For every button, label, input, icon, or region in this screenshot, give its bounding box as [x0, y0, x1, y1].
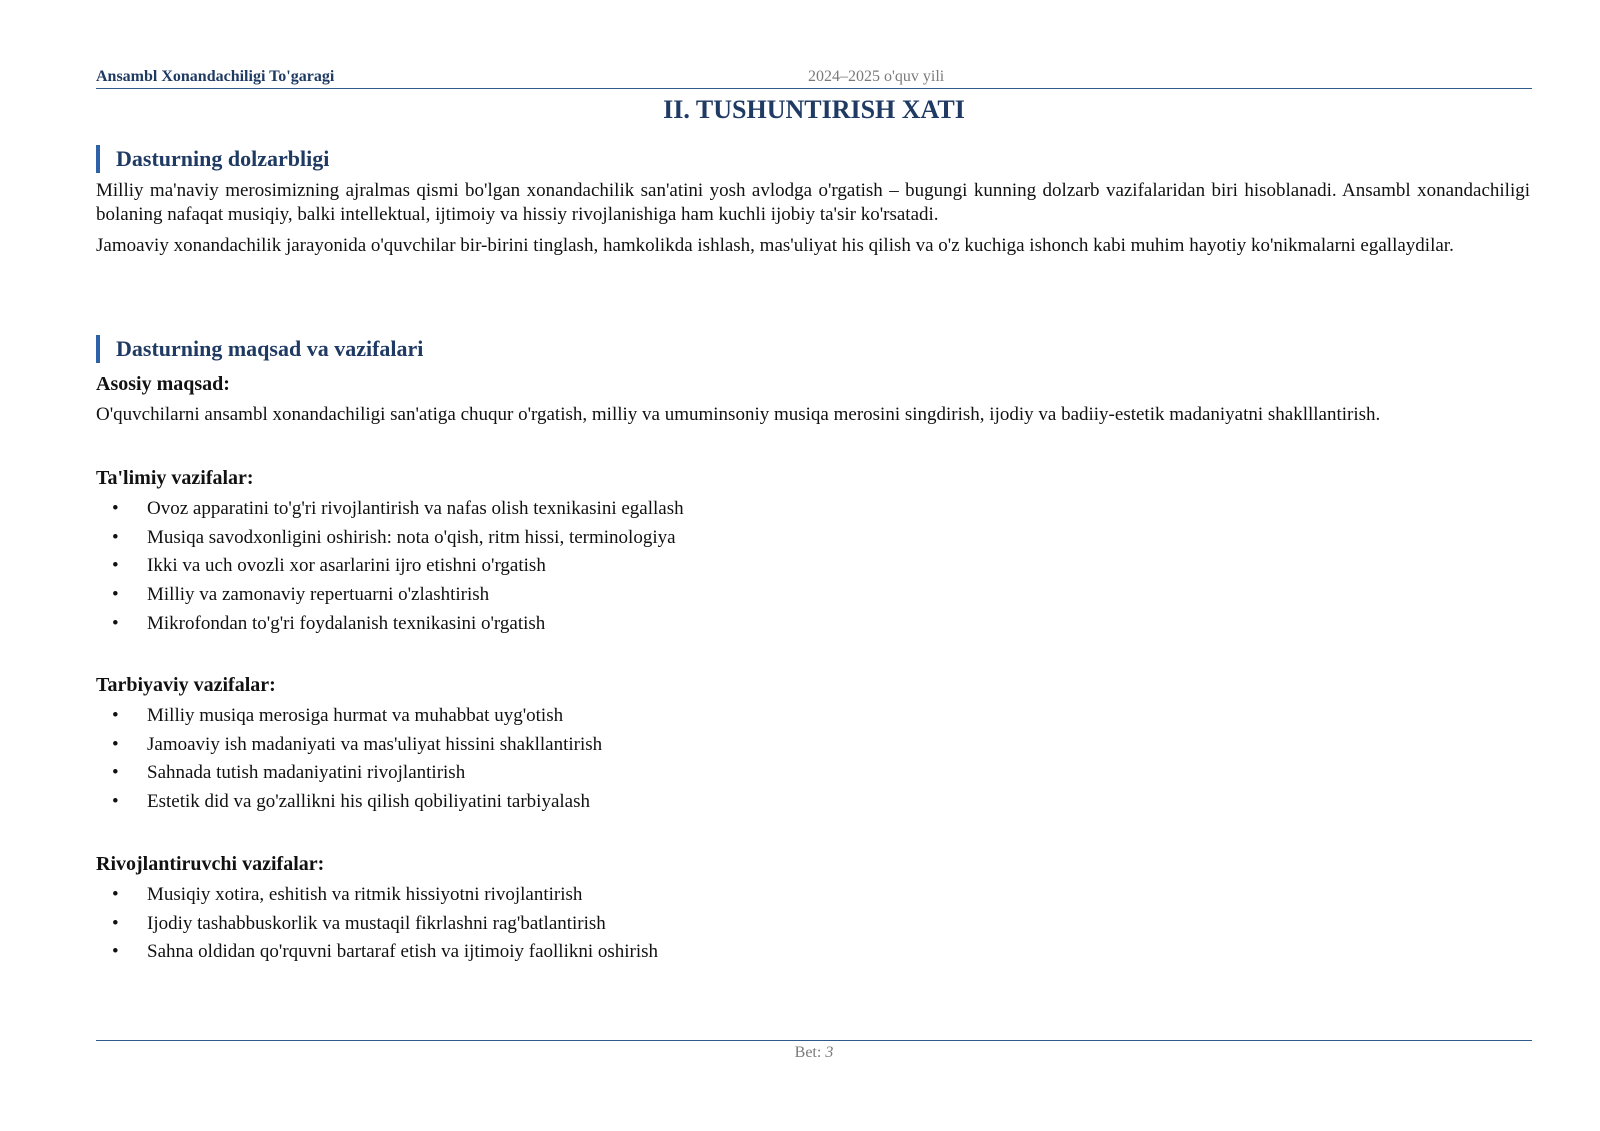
section-heading-goals: Dasturning maqsad va vazifalari — [96, 335, 423, 363]
bullet-icon: • — [112, 791, 119, 813]
document-page: Ansambl Xonandachiligi To'garagi 2024–2025 o'quv yili II. TUSHUNTIRISH XATI Dasturning dolzarbligi Milliy ma'naviy merosimizning ajralmas qismi bo'lgan xonandachilik san'atini yosh avlodga o'rgatish – bugungi kunning dolzarb vazifalaridan biri hisoblanadi. Ansambl xonandachiligi bolaning nafaqat musiqiy, balki intellektual, ijtimoiy va hissiy rivojlanishiga ham kuchli ijobiy ta'sir ko'rsatadi. Jamoaviy xonandachilik jarayonida o'quvchilar bir-birini tinglash, hamkolikda ishlash, mas'uliyat his qilish va o'z kuchiga ishonch kabi muhim hayotiy ko'nikmalarni egallaydilar. Dasturning maqsad va vazifalari Asosiy maqsad: O'quvchilarni ansambl xonandachiligi san'atiga chuqur o'rgatish, milliy va umuminsoniy musiqa merosini singdirish, ijodiy va badiiy-estetik madaniyatni shaklllantirish. Ta'limiy vazifalar: • Ovoz apparatini to'g'ri rivojlantirish va nafas olish texnikasini egallash • Musiqa savodxonligini oshirish: nota o'qish, ritm hissi, terminologiya • Ikki va uch ovozli xor asarlarini ijro etishni o'rgatish • Milliy va zamonaviy repertuarni o'zlashtirish • Mikrofondan to'g'ri foydalanish texnikasini o'rgatish Tarbiyaviy vazifalar: • Milliy musiqa merosiga hurmat va muhabbat uyg'otish • Jamoaviy ish madaniyati va mas'uliyat hissini shakllantirish • Sahnada tutish madaniyatini rivojlantirish • Estetik did va go'zallikni his qilish qobiliyatini tarbiyalash Rivojlantiruvchi vazifalar: • Musiqiy xotira, eshitish va ritmik hissiyotni rivojlantirish • Ijodiy tashabbuskorlik va mustaqil fikrlashni rag'batlantirish • Sahna oldidan qo'rquvni bartaraf etish va ijtimoiy faollikni oshirish Bet: 3 — [96, 68, 1530, 1061]
bullet-icon: • — [112, 526, 119, 548]
main-goal-text: O'quvchilarni ansambl xonandachiligi san'atiga chuqur o'rgatish, milliy va umuminsoniy musiqa merosini singdirish, ijodiy va badiiy-estetik madaniyatni shaklllantirish. — [96, 404, 1381, 425]
developmental-tasks-label: Rivojlantiruvchi vazifalar: — [96, 853, 325, 875]
bullet-icon: • — [112, 941, 119, 963]
bullet-icon: • — [112, 555, 119, 577]
footer-divider — [96, 1040, 1532, 1041]
page-number-label: Bet: — [794, 1044, 822, 1061]
bullet-icon: • — [112, 612, 119, 634]
relevance-paragraph-1: Milliy ma'naviy merosimizning ajralmas qismi bo'lgan xonandachilik san'atini yosh avlodga o'rgatish – bugungi kunning dolzarb vazifalaridan biri hisoblanadi. Ansambl xonandachiligi bolaning nafaqat musiqiy, balki intellektual, ijtimoiy va hissiy rivojlanishiga ham kuchli ijobiy ta'sir ko'rsatadi. — [96, 180, 1530, 225]
page-title: II. TUSHUNTIRISH XATI — [663, 95, 965, 124]
header-year: 2024–2025 o'quv yili — [808, 68, 945, 85]
bullet-icon: • — [112, 762, 119, 784]
main-goal-label: Asosiy maqsad: — [96, 373, 230, 395]
bullet-icon: • — [112, 912, 119, 934]
relevance-paragraph-2: Jamoaviy xonandachilik jarayonida o'quvchilar bir-birini tinglash, hamkolikda ishlash, mas'uliyat his qilish va o'z kuchiga ishonch kabi muhim hayotiy ko'nikmalarni egallaydilar. — [96, 235, 1454, 256]
upbringing-tasks-label: Tarbiyaviy vazifalar: — [96, 674, 276, 696]
bullet-icon: • — [112, 498, 119, 519]
bullet-icon: • — [112, 884, 119, 905]
bullet-icon: • — [112, 705, 119, 726]
educational-tasks-label: Ta'limiy vazifalar: — [96, 467, 254, 489]
page-header — [96, 66, 1532, 89]
header-title: Ansambl Xonandachiligi To'garagi — [96, 68, 335, 85]
page-number: 3 — [825, 1044, 834, 1061]
bullet-icon: • — [112, 584, 119, 606]
bullet-icon: • — [112, 733, 119, 755]
page-footer — [96, 1044, 1532, 1062]
section-heading-relevance: Dasturning dolzarbligi — [96, 145, 329, 173]
